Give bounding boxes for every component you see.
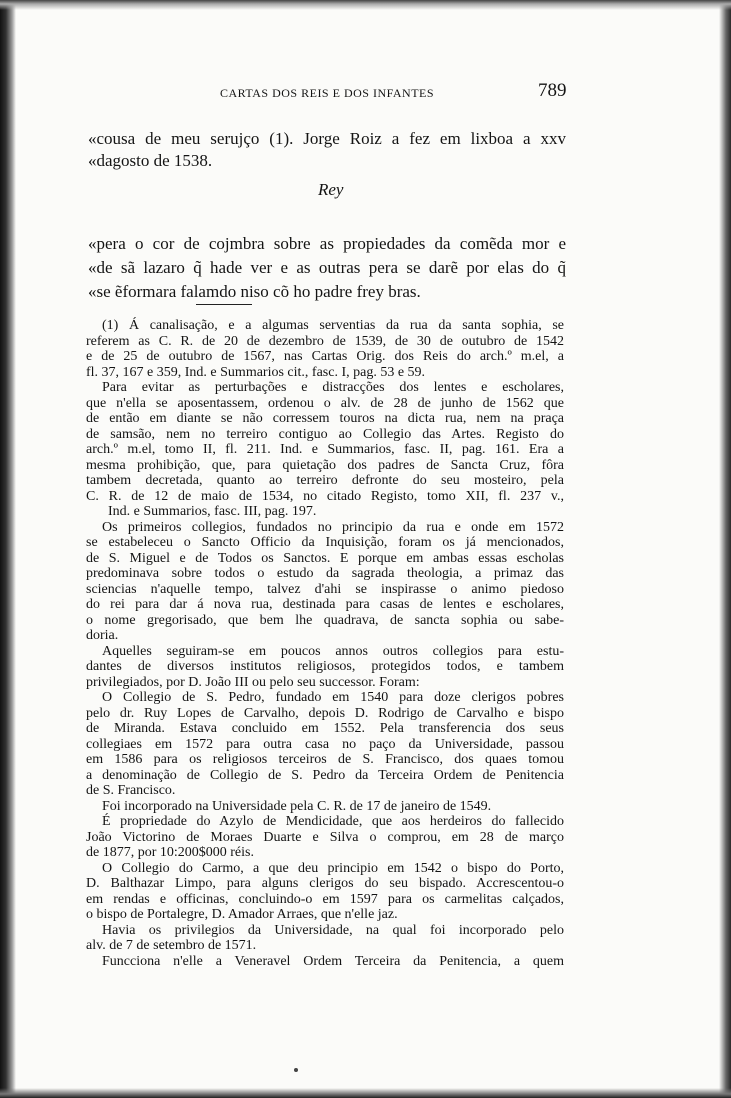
footnote-line: predominava sobre todos o estudo da sagrada theologia, a primaz das (86, 566, 564, 581)
footnote-line: de 1877, por 10:200$000 réis. (86, 845, 254, 860)
footnote-line: privilegiados, por D. João III ou pelo seu successor. Foram: (86, 674, 420, 690)
footnote-line: Ind. e Summarios, fasc. III, pag. 197. (108, 504, 317, 519)
footnote-line: sciencias n'aquelle tempo, talvez d'ahi se inspirasse o animo piedoso (86, 581, 564, 597)
footnote-line: pelo dr. Ruy Lopes de Carvalho, depois D. Rodrigo de Carvalho e bispo (86, 705, 564, 721)
scan-edge-bottom (0, 1088, 731, 1098)
scan-edge-left (0, 0, 16, 1098)
footnote-line: se estabeleceu o Sancto Officio da Inquisição, foram os já mencionados, (86, 535, 564, 550)
footnote-separator-rule (196, 304, 252, 305)
footnote-line: do rei para dar á nova rua, destinada para casas de lentes e escholares, (86, 597, 564, 612)
footnote-line: collegiaes em 1572 para outra casa no paço da Universidade, passou (86, 736, 564, 752)
address-line: «se ẽformara falamdo niso cõ ho padre frey bras. (88, 282, 421, 301)
letter-closing-line: «cousa de meu serujço (1). Jorge Roiz a fez em lixboa a xxv (88, 129, 566, 148)
footnote-line: Os primeiros collegios, fundados no principio da rua e onde em 1572 (102, 519, 564, 535)
scan-edge-right (719, 0, 731, 1098)
footnote-line: de então em diante se não corressem touros na dicta rua, nem na praça (86, 411, 564, 426)
footnote-line: (1) Á canalisação, e a algumas serventias da rua da santa sophia, se (102, 318, 564, 333)
footnote-line: mesma prohibição, que, para quietação dos padres de Sancta Cruz, fôra (86, 457, 564, 473)
footnote-line: C. R. de 12 de maio de 1534, no citado Registo, tomo XII, fl. 237 v., (86, 488, 564, 504)
footnote-line: doria. (86, 628, 119, 643)
footnote-line: que n'ella se aposentassem, ordenou o alv. de 28 de junho de 1562 que (86, 395, 564, 411)
footnote-line: João Victorino de Moraes Duarte e Silva o comprou, em 28 de março (86, 829, 564, 845)
footnote (86, 318, 564, 969)
footnote-line: em 1586 para os religiosos terceiros de S. Francisco, dos quaes tomou (86, 752, 564, 767)
address-line: «de sã lazaro q̃ hade ver e as outras pera se darẽ por elas do q̃ (88, 258, 566, 277)
footnote-line: Funcciona n'elle a Veneravel Ordem Terceira da Penitencia, a quem (102, 953, 564, 969)
footnote-line: Foi incorporado na Universidade pela C. R. de 17 de janeiro de 1549. (102, 798, 492, 814)
footnote-line: de S. Miguel e de Todos os Sanctos. E porque em ambas essas escholas (86, 550, 564, 566)
footnote-line: referem as C. R. de 20 de dezembro de 1539, de 30 de outubro de 1542 (86, 333, 564, 349)
footnote-line: o bispo de Portalegre, D. Amador Arraes, que n'elle jaz. (86, 907, 398, 922)
footnote-line: fl. 37, 167 e 359, Ind. e Summarios cit., fasc. I, pag. 53 e 59. (86, 364, 426, 380)
footnote-line: e de 25 de outubro de 1567, nas Cartas Orig. dos Reis do arch.º m.el, a (86, 349, 564, 364)
footnote-line: o nome gregorisado, que bem lhe quadrava, de sancta sophia ou sabe- (86, 612, 564, 628)
letter-closing-line: «dagosto de 1538. (88, 151, 213, 170)
footnote-line: arch.º m.el, tomo II, fl. 211. Ind. e Summarios, fasc. II, pag. 161. Era a (86, 442, 564, 457)
footnote-line: O Collegio do Carmo, a que deu principio em 1542 o bispo do Porto, (102, 860, 564, 876)
page-number: 789 (538, 80, 567, 101)
footnote-line: em rendas e officinas, concluindo-o em 1597 para os carmelitas calçados, (86, 891, 564, 907)
footnote-line: alv. de 7 de setembro de 1571. (86, 938, 257, 953)
folio-mark (294, 1068, 298, 1072)
footnote-line: de Miranda. Estava concluido em 1552. Pela transferencia dos seus (86, 721, 564, 736)
footnote-line: Havia os privilegios da Universidade, na qual foi incorporado pelo (102, 922, 564, 938)
letter-closing (88, 128, 566, 172)
footnote-line: Aquelles seguiram-se em poucos annos outros collegios para estu- (102, 643, 564, 659)
footnote-line: tambem decretada, quanto ao terreiro defronte do seu mosteiro, pela (86, 473, 564, 488)
signature-rey: Rey (318, 180, 344, 199)
footnote-line: O Collegio de S. Pedro, fundado em 1540 para doze clerigos pobres (102, 690, 564, 705)
footnote-line: D. Balthazar Limpo, para alguns clerigos do seu bispado. Accrescentou-o (86, 876, 564, 891)
footnote-line: de S. Francisco. (86, 783, 176, 798)
scan-edge-top (0, 0, 731, 10)
address-line: «pera o cor de cojmbra sobre as propiedades da comẽda mor e (88, 234, 566, 253)
letter-address (88, 232, 566, 304)
running-title: CARTAS DOS REIS E DOS INFANTES (219, 86, 435, 100)
footnote-line: Para evitar as perturbações e distracções dos lentes e escholares, (102, 380, 564, 395)
footnote-line: a denominação de Collegio de S. Pedro da Terceira Ordem de Penitencia (86, 767, 564, 783)
footnote-line: dantes de diversos institutos religiosos, protegidos todos, e tambem (86, 659, 564, 674)
footnote-line: É propriedade do Azylo de Mendicidade, que aos herdeiros do fallecido (102, 814, 564, 829)
footnote-line: de samsão, nem no terreiro contiguo ao Collegio das Artes. Registo do (86, 426, 564, 442)
